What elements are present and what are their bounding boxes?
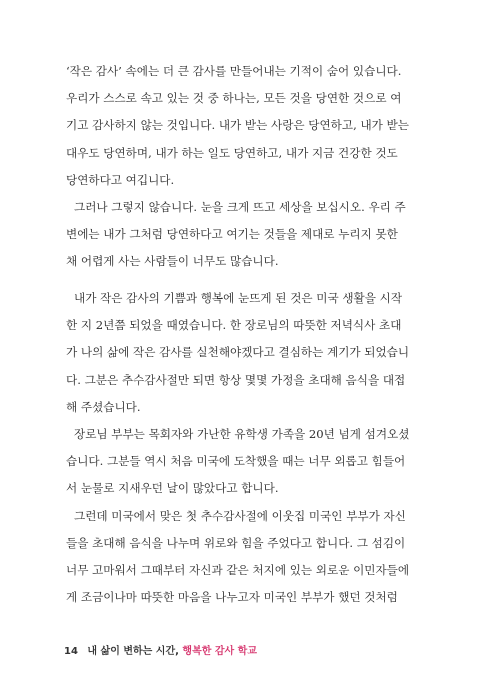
page-footer — [64, 642, 257, 657]
text-line: 우리가 스스로 속고 있는 것 중 하나는, 모든 것을 당연한 것으로 여 — [66, 91, 402, 106]
paragraph — [66, 58, 420, 194]
text-line: 기고 감사하지 않는 것입니다. 내가 받는 사랑은 당연하고, 내가 받는 — [66, 118, 409, 133]
text-line: 그런데 미국에서 맞은 첫 추수감사절에 이웃집 미국인 부부가 자신 — [74, 508, 406, 523]
paragraph — [66, 285, 420, 421]
text-line: 해 주셨습니다. — [66, 399, 141, 414]
text-line: 장로님 부부는 목회자와 가난한 유학생 가족을 20년 넘게 섬겨오셨 — [74, 426, 410, 441]
page-number: 14 — [64, 646, 78, 657]
paragraph — [66, 421, 420, 503]
text-line: 변에는 내가 그처럼 당연하다고 여기는 것들을 제대로 누리지 못한 — [66, 227, 398, 242]
text-line: 가 나의 삶에 작은 감사를 실천해야겠다고 결심하는 계기가 되었습니 — [66, 345, 410, 360]
text-line: 대우도 당연하며, 내가 하는 일도 당연하고, 내가 지금 건강한 것도 — [66, 145, 398, 160]
paragraph — [66, 194, 420, 276]
text-line: 당연하다고 여깁니다. — [66, 172, 175, 187]
text-line: 들을 초대해 음식을 나누며 위로와 힘을 주었다고 합니다. 그 섬김이 — [66, 535, 406, 550]
text-section-1 — [66, 58, 420, 276]
text-line: 채 어렵게 사는 사람들이 너무도 많습니다. — [66, 254, 279, 269]
text-line: 습니다. 그분들 역시 처음 미국에 도착했을 때는 너무 외롭고 힘들어 — [66, 454, 406, 469]
book-title: 내 삶이 변하는 시간, — [87, 646, 179, 657]
text-line: 게 조금이나마 따뜻한 마음을 나누고자 미국인 부부가 했던 것처럼 — [66, 590, 398, 605]
text-line: 그러나 그렇지 않습니다. 눈을 크게 뜨고 세상을 보십시오. 우리 주 — [74, 199, 406, 214]
paragraph — [66, 503, 420, 612]
text-line: 서 눈물로 지새우던 날이 많았다고 합니다. — [66, 481, 279, 496]
text-line: 내가 작은 감사의 기쁨과 행복에 눈뜨게 된 것은 미국 생활을 시작 — [74, 291, 403, 305]
text-section-2 — [66, 285, 420, 611]
text-line: 너무 고마워서 그때부터 자신과 같은 처지에 있는 외로운 이민자들에 — [66, 562, 410, 577]
text-line: 다. 그분은 추수감사절만 되면 항상 몇몇 가정을 초대해 음식을 대접 — [66, 372, 406, 387]
text-line: ‘작은 감사’ 속에는 더 큰 감사를 만들어내는 기적이 숨어 있습니다. — [66, 64, 402, 78]
book-title-accent: 행복한 감사 학교 — [182, 646, 258, 657]
text-line: 한 지 2년쯤 되었을 때였습니다. 한 장로님의 따뜻한 저녁식사 초대 — [66, 318, 402, 333]
